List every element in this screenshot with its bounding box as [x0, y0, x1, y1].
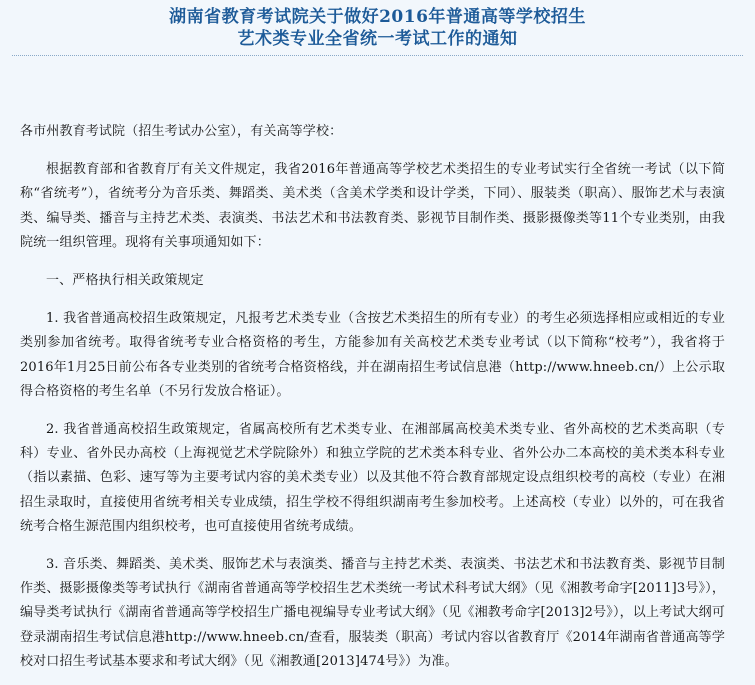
- section-heading-1: 一、严格执行相关政策规定: [46, 273, 204, 289]
- intro-paragraph: 根据教育部和省教育厅有关文件规定，我省2016年普通高等学校艺术类招生的专业考试实行全省统一考试（以下简称“省统考”），省统考分为音乐类、舞蹈类、美术类（含美术学类和设计学类，下同）、服装类（职高）、服饰艺术与表演类、编导类、播音与主持艺术类、表演类、书法艺术和书法教育类、影视节目制作类、摄影摄像类等11个专业类别，由我院统一组织管理。现将有关事项通知如下：: [20, 162, 725, 250]
- policy-item-2: 2. 我省普通高校招生政策规定，省属高校所有艺术类专业、在湘部属高校美术类专业、省外高校的艺术类高职（专科）专业、省外民办高校（上海视觉艺术学院除外）和独立学院的艺术类本科专业、省外公办二本高校的美术类本科专业（指以素描、色彩、速写等为主要考试内容的美术类专业）以及其他不符合教育部规定设点组织校考的高校（专业）在湘招生录取时，直接使用省统考相关专业成绩，招生学校不得组织湖南考生参加校考。上述高校（专业）以外的，可在我省统考合格生源范围内组织校考，也可直接使用省统考成绩。: [20, 422, 725, 534]
- notice-body: [20, 120, 725, 685]
- title-line-2: 艺术类专业全省统一考试工作的通知: [237, 29, 518, 49]
- title-line-1: 湖南省教育考试院关于做好2016年普通高等学校招生: [169, 7, 586, 27]
- policy-item-1: 1. 我省普通高校招生政策规定，凡报考艺术类专业（含按艺术类招生的所有专业）的考生必须选择相应或相近的专业类别参加省统考。取得省统考专业合格资格的考生，方能参加有关高校艺术类专业考试（以下简称“校考”），我省将于2016年1月25日前公布各专业类别的省统考合格资格线，并在湖南招生考试信息港（http://www.hneeb.cn/）上公示取得合格资格的考生名单（不另行发放合格证）。: [20, 311, 725, 399]
- title-divider: [12, 55, 743, 56]
- salutation: 各市州教育考试院（招生考试办公室），有关高等学校：: [20, 124, 343, 139]
- policy-item-3: 3. 音乐类、舞蹈类、美术类、服饰艺术与表演类、播音与主持艺术类、表演类、书法艺术和书法教育类、影视节目制作类、摄影摄像类等考试执行《湖南省普通高等学校招生艺术类统一考试术科考试大纲》（见《湘教考命字[2011]3号》），编导类考试执行《湖南省普通高等学校招生广播电视编导专业考试大纲》（见《湘教考命字[2013]2号》），以上考试大纲可登录湖南招生考试信息港http://www.hneeb.cn/查看，服装类（职高）考试内容以省教育厅《2014年湖南省普通高等学校对口招生考试基本要求和考试大纲》（见《湘教通[2013]474号》）为准。: [20, 557, 725, 669]
- page-title: [0, 6, 755, 50]
